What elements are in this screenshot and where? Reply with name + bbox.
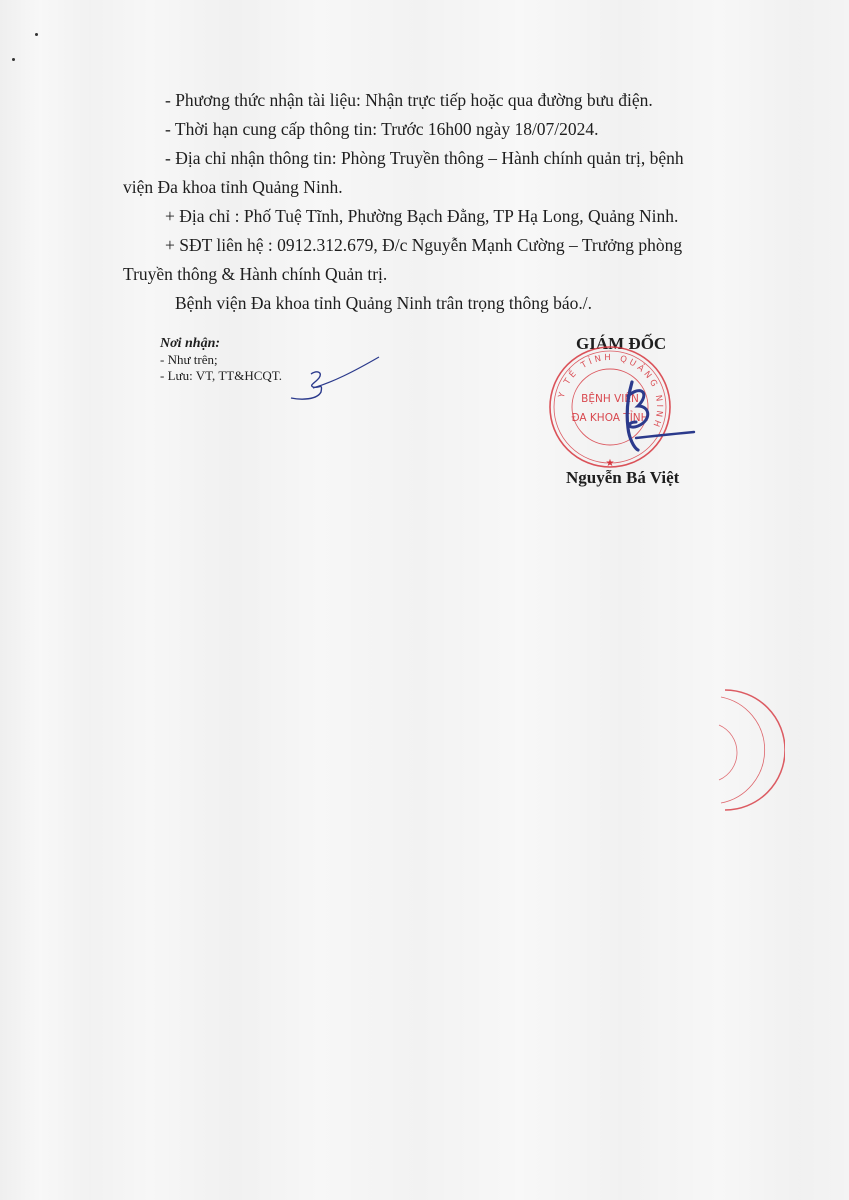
seal-ring-text: Y TẾ TỈNH QUẢNG NINH bbox=[556, 352, 665, 431]
edge-seal-fragment bbox=[715, 685, 785, 815]
recipients-heading: Nơi nhận: bbox=[160, 336, 221, 351]
initials-signature bbox=[283, 352, 383, 407]
signatory-title: GIÁM ĐỐC bbox=[576, 334, 667, 353]
recipient-item: - Như trên; bbox=[160, 352, 218, 367]
body-line-receive-method: - Phương thức nhận tài liệu: Nhận trực tiếp hoặc qua đường bưu điện. bbox=[165, 90, 653, 110]
seal-star-icon: ★ bbox=[605, 458, 615, 469]
recipients-block bbox=[160, 336, 282, 384]
scan-speck bbox=[35, 33, 38, 36]
body-line-address-intro-cont: viện Đa khoa tỉnh Quảng Ninh. bbox=[123, 177, 343, 197]
seal-line: BỆNH VIỆN bbox=[581, 393, 639, 405]
body-line-phone: + SĐT liên hệ : 0912.312.679, Đ/c Nguyễn Mạnh Cường – Trưởng phòng bbox=[165, 235, 683, 255]
body-line-address-intro: - Địa chỉ nhận thông tin: Phòng Truyền thông – Hành chính quản trị, bệnh bbox=[165, 148, 684, 168]
seal-line: ĐA KHOA TỈNH bbox=[571, 412, 649, 424]
body-line-deadline: - Thời hạn cung cấp thông tin: Trước 16h00 ngày 18/07/2024. bbox=[165, 119, 599, 139]
recipient-item: - Lưu: VT, TT&HCQT. bbox=[160, 368, 282, 383]
director-signature bbox=[598, 376, 698, 456]
body-line-closing: Bệnh viện Đa khoa tỉnh Quảng Ninh trân trọng thông báo./. bbox=[175, 293, 593, 313]
signatory-name: Nguyễn Bá Việt bbox=[566, 468, 680, 487]
body-line-phone-cont: Truyền thông & Hành chính Quản trị. bbox=[123, 264, 388, 284]
body-line-address: + Địa chỉ : Phố Tuệ Tĩnh, Phường Bạch Đằng, TP Hạ Long, Quảng Ninh. bbox=[165, 206, 679, 226]
scan-speck bbox=[12, 58, 15, 61]
